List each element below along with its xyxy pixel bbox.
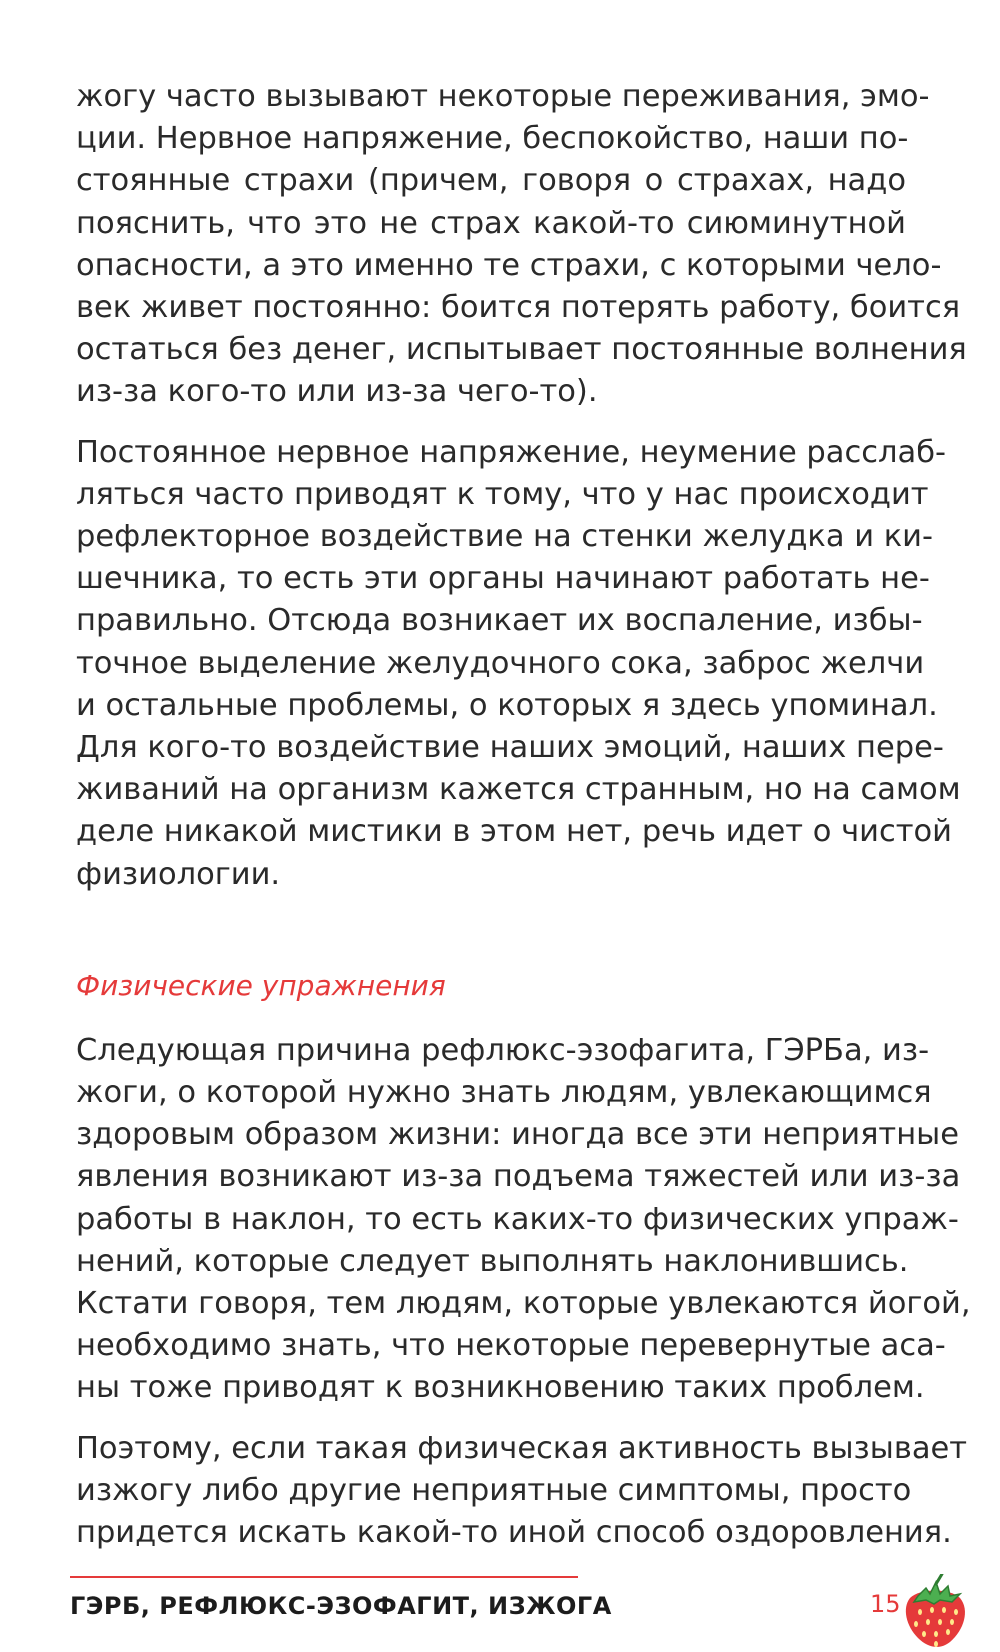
text-line: правильно. Отсюда возникает их воспаление, избы- <box>76 603 923 639</box>
page-body <box>76 76 971 1572</box>
text-line: явления возникают из-за подъема тяжестей или из-за <box>76 1159 961 1195</box>
paragraph <box>76 1428 968 1555</box>
section-heading: Физические упражнения <box>76 968 446 1002</box>
text-line: точное выделение желудочного сока, заброс желчи <box>76 645 925 681</box>
text-line: работы в наклон, то есть каких-то физических упраж- <box>76 1201 959 1237</box>
text-line: изжогу либо другие неприятные симптомы, просто <box>76 1472 912 1508</box>
text-line: придется искать какой-то иной способ оздоровления. <box>76 1515 952 1551</box>
text-line: остаться без денег, испытывает постоянные волнения <box>76 332 967 368</box>
text-line: стоянные страхи (причем, говоря о страхах, надо <box>76 163 906 199</box>
strawberry-stem <box>936 1574 942 1584</box>
text-line: и остальные проблемы, о которых я здесь упоминал. <box>76 687 938 723</box>
paragraph <box>76 432 961 896</box>
text-line: Постоянное нервное напряжение, неумение расслаб- <box>76 434 947 470</box>
text-line: Для кого-то воздействие наших эмоций, наших пере- <box>76 730 944 766</box>
strawberry-leaves <box>914 1582 960 1604</box>
page-number: 15 <box>870 1590 901 1618</box>
text-line: ции. Нервное напряжение, беспокойство, наши по- <box>76 121 909 157</box>
text-line: физиологии. <box>76 856 281 892</box>
text-line: жоги, о которой нужно знать людям, увлекающимся <box>76 1075 932 1111</box>
text-line: век живет постоянно: боится потерять работу, боится <box>76 290 961 326</box>
text-line: рефлекторное воздействие на стенки желудка и ки- <box>76 519 934 555</box>
text-line: Кстати говоря, тем людям, которые увлекаются йогой, <box>76 1286 971 1322</box>
text-line: живаний на организм кажется странным, но на самом <box>76 772 961 808</box>
text-line: Поэтому, если такая физическая активность вызывает <box>76 1430 968 1466</box>
text-line: из-за кого-то или из-за чего-то). <box>76 374 598 410</box>
text-line: ны тоже приводят к возникновению таких проблем. <box>76 1370 925 1406</box>
paragraph <box>76 1030 971 1410</box>
text-line: здоровым образом жизни: иногда все эти неприятные <box>76 1117 959 1153</box>
text-line: опасности, а это именно те страхи, с которыми чело- <box>76 247 942 283</box>
text-line: необходимо знать, что некоторые перевернутые аса- <box>76 1328 946 1364</box>
paragraph <box>76 76 967 414</box>
text-line: деле никакой мистики в этом нет, речь идет о чистой <box>76 814 952 850</box>
strawberry-icon <box>900 1574 972 1652</box>
text-line: шечника, то есть эти органы начинают работать не- <box>76 561 930 597</box>
text-line: пояснить, что это не страх какой-то сиюминутной <box>76 205 906 241</box>
text-line: Следующая причина рефлюкс-эзофагита, ГЭРБа, из- <box>76 1032 930 1068</box>
footer-divider <box>70 1576 578 1578</box>
text-line: ляться часто приводят к тому, что у нас происходит <box>76 476 929 512</box>
text-line: жогу часто вызывают некоторые переживания, эмо- <box>76 79 930 114</box>
text-line: нений, которые следует выполнять наклонившись. <box>76 1243 909 1279</box>
running-title: ГЭРБ, РЕФЛЮКС-ЭЗОФАГИТ, ИЗЖОГА <box>70 1592 612 1620</box>
